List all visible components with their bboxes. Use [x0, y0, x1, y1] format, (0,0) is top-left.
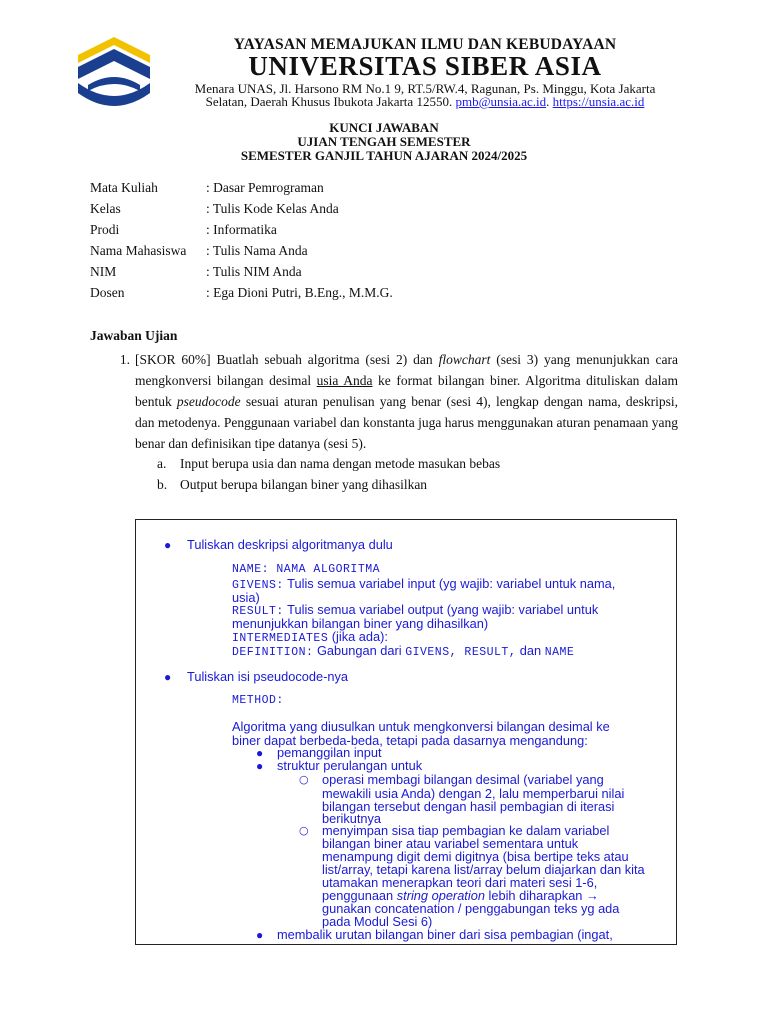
question-text-2: (sesi 3) yang menunjukkan cara mengkonversi bilangan desimal — [135, 352, 678, 388]
definition-keyword: DEFINITION: — [232, 646, 314, 659]
method-keyword: METHOD: — [232, 694, 284, 707]
algo-line-1: Algoritma yang diusulkan untuk mengkonversi bilangan desimal ke — [232, 719, 610, 734]
info-value: : Dasar Pemrograman — [206, 180, 324, 195]
result-keyword: RESULT: — [232, 605, 284, 618]
item-2: struktur perulangan untuk — [277, 758, 423, 773]
info-row — [90, 180, 393, 201]
info-value: : Tulis Kode Kelas Anda — [206, 201, 339, 216]
givens-line — [232, 577, 615, 593]
sub-item-2-text-a: penggunaan — [322, 888, 397, 903]
definition-keyword-3: NAME — [544, 646, 575, 659]
sub-item-1-line-2: mewakili usia Anda) dengan 2, lalu memperbarui nilai — [322, 786, 625, 801]
bullet-icon: ● — [164, 538, 172, 552]
question-number: 1. — [119, 352, 130, 367]
question-1 — [90, 349, 678, 454]
foundation-name: YAYASAN MEMAJUKAN ILMU DAN KEBUDAYAAN — [233, 36, 617, 53]
info-label: NIM — [90, 264, 117, 279]
intermediates-text: (jika ada): — [328, 629, 388, 644]
question-text-3: ke format bilangan biner. Algoritma dituliskan dalam bentuk — [135, 373, 678, 409]
info-value: : Ega Dioni Putri, B.Eng., M.M.G. — [206, 285, 393, 300]
name-keyword: NAME: NAMA ALGORITMA — [232, 563, 381, 576]
info-row — [90, 222, 393, 243]
bullet-icon: ● — [256, 746, 264, 760]
sub-item-2-line-3: menampung digit demi digitnya (bisa bertipe teks atau — [322, 849, 629, 864]
intermediates-keyword: INTERMEDIATES — [232, 632, 329, 645]
info-label: Mata Kuliah — [90, 180, 158, 195]
item-1: pemanggilan input — [277, 745, 382, 760]
circle-bullet-icon: ○ — [299, 824, 309, 837]
email-link[interactable]: pmb@unsia.ac.id — [455, 94, 547, 109]
bullet-icon: ● — [256, 759, 264, 773]
sub-item-1-line-3: bilangan tersebut dengan hasil pembagian di iterasi — [322, 799, 615, 814]
sub-b-label: b. — [157, 477, 168, 492]
info-row — [90, 264, 393, 285]
definition-text-2: dan — [516, 643, 545, 658]
info-value: : Informatika — [206, 222, 277, 237]
algo-line-2: biner dapat berbeda-beda, tetapi pada dasarnya mengandung: — [232, 733, 588, 748]
givens-text-2: usia) — [232, 590, 260, 605]
sub-item-1-line-1: operasi membagi bilangan desimal (variabel yang — [322, 772, 604, 787]
sub-a-text: Input berupa usia dan nama dengan metode masukan bebas — [180, 456, 501, 471]
givens-keyword: GIVENS: — [232, 579, 284, 592]
item-3: membalik urutan bilangan biner dari sisa pembagian (ingat, — [277, 927, 613, 942]
exam-info-table — [90, 180, 393, 306]
sub-item-2-line-2: bilangan biner atau variabel sementara untuk — [322, 836, 579, 851]
doc-title-1: KUNCI JAWABAN — [329, 120, 439, 135]
sub-item-2-text-c: lebih diharapkan → — [484, 888, 599, 903]
box-bullet-1: Tuliskan deskripsi algoritmanya dulu — [187, 537, 393, 552]
separator: . — [546, 94, 550, 109]
university-name: UNIVERSITAS SIBER ASIA — [248, 51, 602, 81]
sub-item-2-line-8: pada Modul Sesi 6) — [322, 914, 433, 929]
info-row — [90, 243, 393, 264]
info-label: Kelas — [90, 201, 121, 216]
question-body — [135, 349, 678, 454]
question-text-1: [SKOR 60%] Buatlah sebuah algoritma (sesi 2) dan — [135, 352, 439, 367]
bullet-icon: ● — [256, 928, 264, 942]
info-row — [90, 285, 393, 306]
sub-item-2-line-4: list/array, tetapi karena list/array belum diajarkan dan kita — [322, 862, 645, 877]
university-logo — [74, 33, 154, 113]
sub-a-label: a. — [157, 456, 167, 471]
question-pseudocode: pseudocode — [176, 394, 241, 409]
sub-b-text: Output berupa bilangan biner yang dihasilkan — [180, 477, 428, 492]
address-line-2 — [160, 94, 690, 110]
question-text-4: sesuai aturan penulisan yang benar (sesi 4), lengkap dengan nama, deskripsi, dan metodenya. Penggunaan variabel dan konstanta juga harus menggunakan aturan penamaan yang benar dan definisikan tipe datanya (sesi 5). — [135, 394, 679, 451]
sub-item-2-line-7: gunakan concatenation / penggabungan teks yg ada — [322, 901, 620, 916]
address-line-1: Menara UNAS, Jl. Harsono RM No.1 9, RT.5/RW.4, Ragunan, Ps. Minggu, Kota Jakarta — [194, 81, 656, 96]
question-flowchart: flowchart — [438, 352, 491, 367]
sub-item-2-line-5: utamakan menerapkan teori dari materi sesi 1-6, — [322, 875, 598, 890]
sub-item-2-italic: string operation — [396, 888, 485, 903]
definition-line — [232, 644, 574, 660]
circle-bullet-icon: ○ — [299, 773, 309, 786]
box-bullet-2: Tuliskan isi pseudocode-nya — [187, 669, 348, 684]
doc-title-2: UJIAN TENGAH SEMESTER — [297, 134, 471, 149]
bullet-icon: ● — [164, 670, 172, 684]
info-label: Prodi — [90, 222, 120, 237]
info-value: : Tulis Nama Anda — [206, 243, 308, 258]
result-text-2: menunjukkan bilangan biner yang dihasilkan) — [232, 616, 489, 631]
info-label: Nama Mahasiswa — [90, 243, 187, 258]
address-text: Selatan, Daerah Khusus Ibukota Jakarta 12550. — [205, 94, 453, 109]
sub-item-2-line-1: menyimpan sisa tiap pembagian ke dalam variabel — [322, 823, 610, 838]
definition-text: Gabungan dari — [313, 643, 406, 658]
result-text: Tulis semua variabel output (yang wajib: variabel untuk — [283, 602, 599, 617]
section-title: Jawaban Ujian — [90, 328, 178, 343]
doc-title-3: SEMESTER GANJIL TAHUN AJARAN 2024/2025 — [240, 148, 528, 163]
info-row — [90, 201, 393, 222]
givens-text: Tulis semua variabel input (yg wajib: variabel untuk nama, — [283, 576, 616, 591]
sub-item-1-line-4: berikutnya — [322, 811, 382, 826]
question-usia: usia Anda — [316, 373, 373, 388]
definition-keyword-2: GIVENS, RESULT, — [405, 646, 517, 659]
info-label: Dosen — [90, 285, 125, 300]
website-link[interactable]: https://unsia.ac.id — [552, 94, 645, 109]
info-value: : Tulis NIM Anda — [206, 264, 302, 279]
